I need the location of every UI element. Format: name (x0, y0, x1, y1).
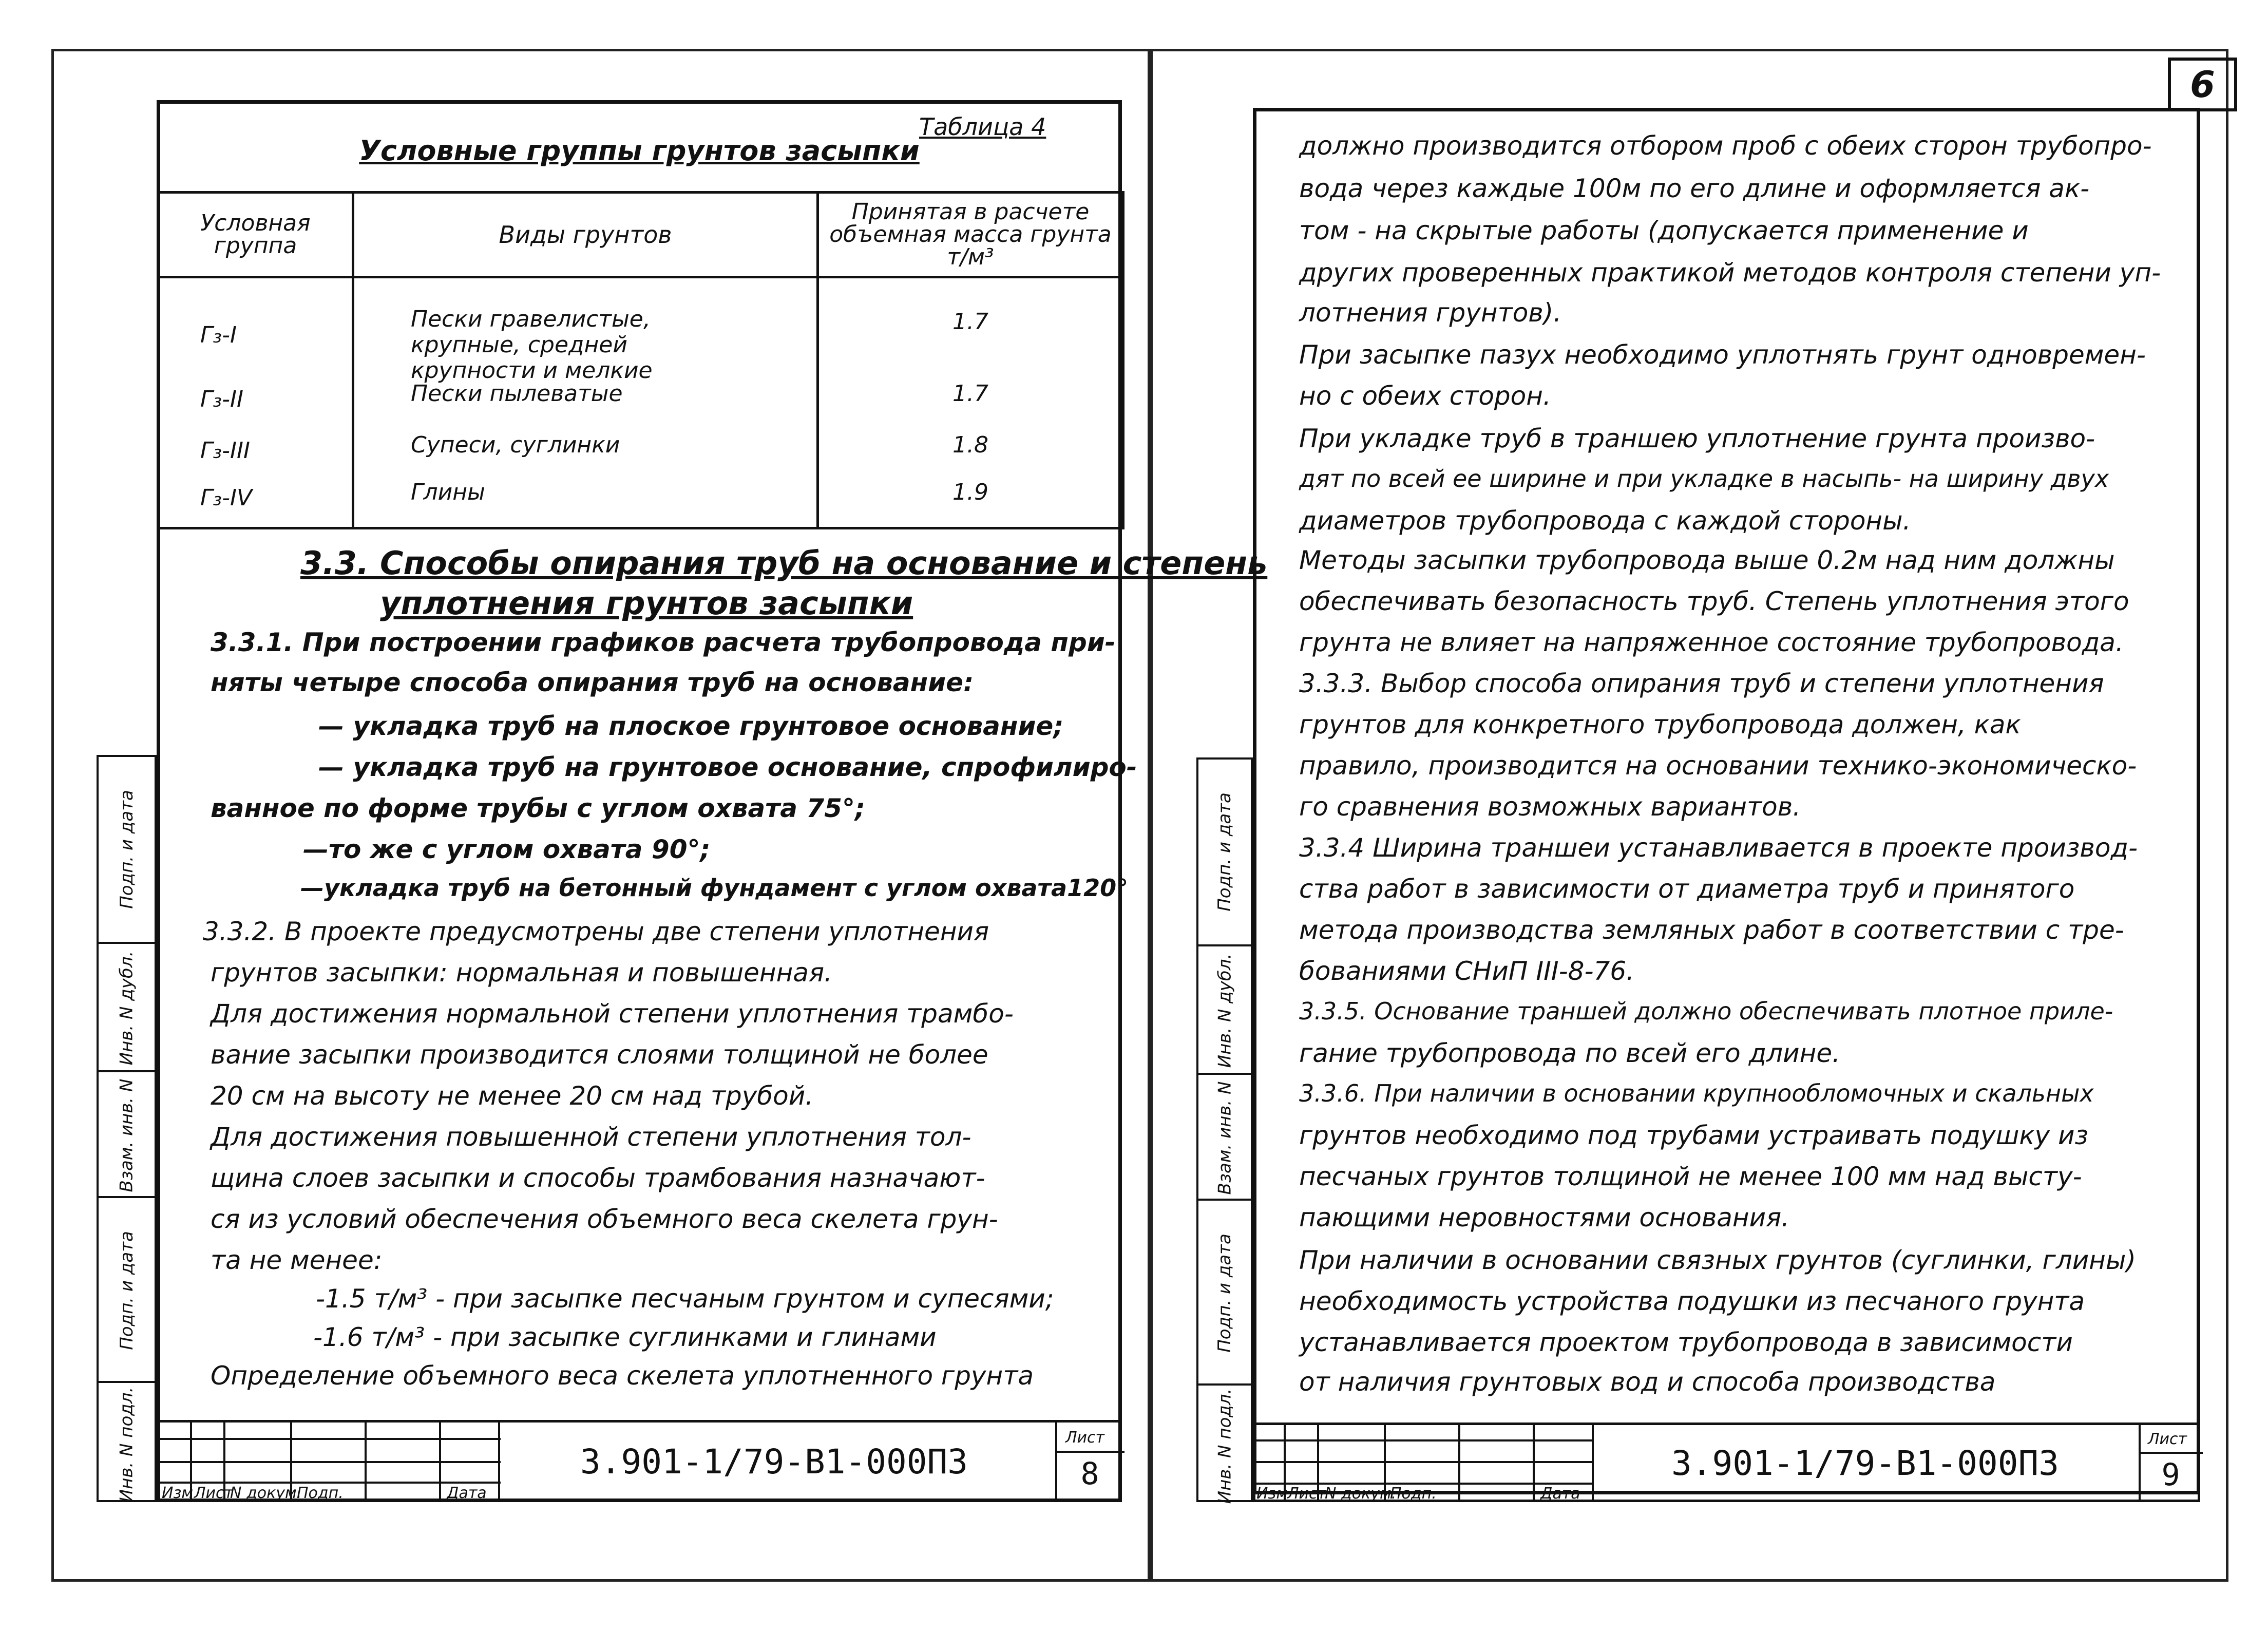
soil-column (353, 277, 818, 528)
side-label: Взам. инв. N (116, 1078, 137, 1192)
soil-cell: Глины (411, 479, 485, 505)
text-line: бованиями СНиП III-8-76. (1299, 956, 1635, 986)
text-line: дят по всей ее ширине и при укладке в насыпь- на ширину двух (1299, 465, 2109, 492)
text-line: необходимость устройства подушки из песчаного грунта (1299, 1286, 2085, 1316)
side-label: Подп. и дата (116, 790, 137, 909)
stamp-label: Лист (194, 1484, 234, 1502)
text-line: 3.3.1. При построении графиков расчета трубопровода при- (211, 628, 1116, 657)
table-title: Условные группы грунтов засыпки (359, 135, 920, 167)
density-column (818, 277, 1123, 528)
text-line: должно производится отбором проб с обеих сторон трубопро- (1299, 131, 2152, 161)
stamp-label: Изм (1256, 1485, 1288, 1503)
text-line: других проверенных практикой методов контроля степени уп- (1299, 258, 2161, 288)
soil-cell: Пески гравелистые, крупные, средней крупности и мелкие (411, 306, 653, 384)
group-cell: Г₃-III (200, 438, 250, 464)
left-title-block (157, 1420, 1122, 1502)
left-side-strip (97, 755, 157, 1502)
right-title-block (1253, 1423, 2200, 1502)
sheet-number: 8 (1080, 1456, 1099, 1492)
stamp-label: Дата (447, 1484, 487, 1502)
group-column (158, 277, 353, 528)
text-line: грунта не влияет на напряженное состояние трубопровода. (1299, 628, 2124, 657)
text-line: Методы засыпки трубопровода выше 0.2м над ним должны (1299, 545, 2115, 575)
soil-cell: Супеси, суглинки (411, 432, 620, 458)
text-line: При укладке труб в траншею уплотнение грунта произво- (1299, 424, 2095, 453)
text-line: -1.5 т/м³ - при засыпке песчаным грунтом и супесями; (316, 1284, 1054, 1314)
text-line: от наличия грунтовых вод и способа производства (1299, 1367, 1996, 1397)
density-cell: 1.8 (952, 432, 988, 458)
side-label: Подп. и дата (1214, 1234, 1235, 1353)
header-soil-type: Виды грунтов (353, 193, 818, 277)
group-cell: Г₃-II (200, 386, 243, 412)
text-line: ства работ в зависимости от диаметра труб и принятого (1299, 874, 2075, 904)
side-label: Взам. инв. N (1214, 1081, 1235, 1194)
text-line: устанавливается проектом трубопровода в зависимости (1299, 1327, 2073, 1357)
text-line: гание трубопровода по всей его длине. (1299, 1038, 1840, 1068)
text-line: Для достижения нормальной степени уплотнения трамбо- (211, 999, 1014, 1029)
text-line: 3.3.6. При наличии в основании крупнообломочных и скальных (1299, 1079, 2094, 1107)
text-line: Для достижения повышенной степени уплотнения тол- (211, 1122, 971, 1152)
stamp-label: Подп. (1390, 1485, 1437, 1503)
stamp-label: N докум. (1325, 1485, 1397, 1503)
soil-groups-table (157, 191, 1125, 529)
text-line: няты четыре способа опирания труб на основание: (211, 668, 974, 697)
text-line: ванное по форме трубы с углом охвата 75°; (211, 793, 865, 823)
text-line: правило, производится на основании технико-экономическо- (1299, 751, 2137, 781)
text-line: обеспечивать безопасность труб. Степень уплотнения этого (1299, 586, 2129, 616)
text-line: -1.6 т/м³ - при засыпке суглинками и глинами (313, 1322, 937, 1352)
text-line: но с обеих сторон. (1299, 381, 1551, 411)
stamp-label: Подп. (297, 1484, 344, 1502)
text-line: 3.3.2. В проекте предусмотрены две степени уплотнения (203, 917, 989, 946)
text-line: пающими неровностями основания. (1299, 1203, 1790, 1232)
side-label: Инв. N подл. (1214, 1388, 1235, 1504)
density-cell: 1.9 (952, 479, 988, 505)
section-title-line-1: 3.3. Способы опирания труб на основание и степень (300, 544, 1268, 582)
stamp-label: Изм (162, 1484, 194, 1502)
text-line: диаметров трубопровода с каждой стороны. (1299, 506, 1911, 536)
sheet-label: Лист (2148, 1430, 2187, 1448)
text-line: грунтов засыпки: нормальная и повышенная. (211, 958, 832, 988)
document-code: 3.901-1/79-В1-000ПЗ (1671, 1444, 2059, 1483)
text-line: — укладка труб на грунтовое основание, спрофилиро- (318, 752, 1137, 782)
side-label: Инв. N дубл. (116, 951, 137, 1066)
text-line: песчаных грунтов толщиной не менее 100 мм над высту- (1299, 1162, 2082, 1191)
stamp-label: N докум. (230, 1484, 302, 1502)
text-line: ся из условий обеспечения объемного веса скелета грун- (211, 1204, 998, 1234)
text-line: — укладка труб на плоское грунтовое основание; (318, 711, 1064, 741)
group-cell: Г₃-IV (200, 485, 253, 511)
stamp-label: Лист (1287, 1485, 1327, 1503)
side-label: Подп. и дата (1214, 792, 1235, 912)
text-line: лотнения грунтов). (1299, 298, 1562, 328)
document-code: 3.901-1/79-В1-000ПЗ (580, 1442, 968, 1482)
table-label: Таблица 4 (919, 113, 1046, 141)
text-line: При наличии в основании связных грунтов (суглинки, глины) (1299, 1245, 2136, 1275)
group-cell: Г₃-I (200, 322, 237, 348)
section-title-line-2: уплотнения грунтов засыпки (380, 584, 913, 622)
text-line: 20 см на высоту не менее 20 см над трубой. (211, 1081, 814, 1111)
side-label: Подп. и дата (116, 1231, 137, 1350)
text-line: грунтов необходимо под трубами устраивать подушку из (1299, 1121, 2089, 1150)
corner-page-number: 6 (2190, 63, 2215, 106)
text-line: —то же с углом охвата 90°; (303, 835, 711, 864)
soil-cell: Пески пылеватые (411, 381, 623, 407)
text-line: 3.3.3. Выбор способа опирания труб и степени уплотнения (1299, 669, 2104, 698)
text-line: та не менее: (211, 1245, 383, 1275)
text-line: Определение объемного веса скелета уплотненного грунта (211, 1361, 1034, 1391)
sheet-number: 9 (2161, 1457, 2180, 1493)
right-side-strip (1196, 757, 1253, 1502)
text-line: 3.3.5. Основание траншей должно обеспечивать плотное приле- (1299, 997, 2113, 1025)
corner-page-number-box (2168, 58, 2237, 111)
text-line: вода через каждые 100м по его длине и оформляется ак- (1299, 174, 2090, 203)
side-label: Инв. N дубл. (1214, 953, 1235, 1068)
text-line: метода производства земляных работ в соответствии с тре- (1299, 915, 2124, 945)
text-line: том - на скрытые работы (допускается применение и (1299, 216, 2029, 245)
density-cell: 1.7 (952, 309, 988, 335)
text-line: При засыпке пазух необходимо уплотнять грунт одновремен- (1299, 340, 2146, 370)
sheet-label: Лист (1065, 1429, 1105, 1447)
text-line: щина слоев засыпки и способы трамбования назначают- (211, 1163, 985, 1193)
text-line: вание засыпки производится слоями толщиной не более (211, 1040, 988, 1070)
header-density: Принятая в расчете объемная масса грунта т/м³ (818, 193, 1123, 277)
stamp-label: Дата (1540, 1485, 1580, 1503)
density-cell: 1.7 (952, 381, 988, 407)
text-line: —укладка труб на бетонный фундамент с углом охвата120° (300, 874, 1129, 902)
header-group: Условная группа (158, 193, 353, 277)
text-line: 3.3.4 Ширина траншеи устанавливается в проекте производ- (1299, 833, 2138, 863)
side-label: Инв. N подл. (116, 1387, 137, 1503)
text-line: грунтов для конкретного трубопровода должен, как (1299, 710, 2021, 739)
text-line: го сравнения возможных вариантов. (1299, 792, 1801, 822)
